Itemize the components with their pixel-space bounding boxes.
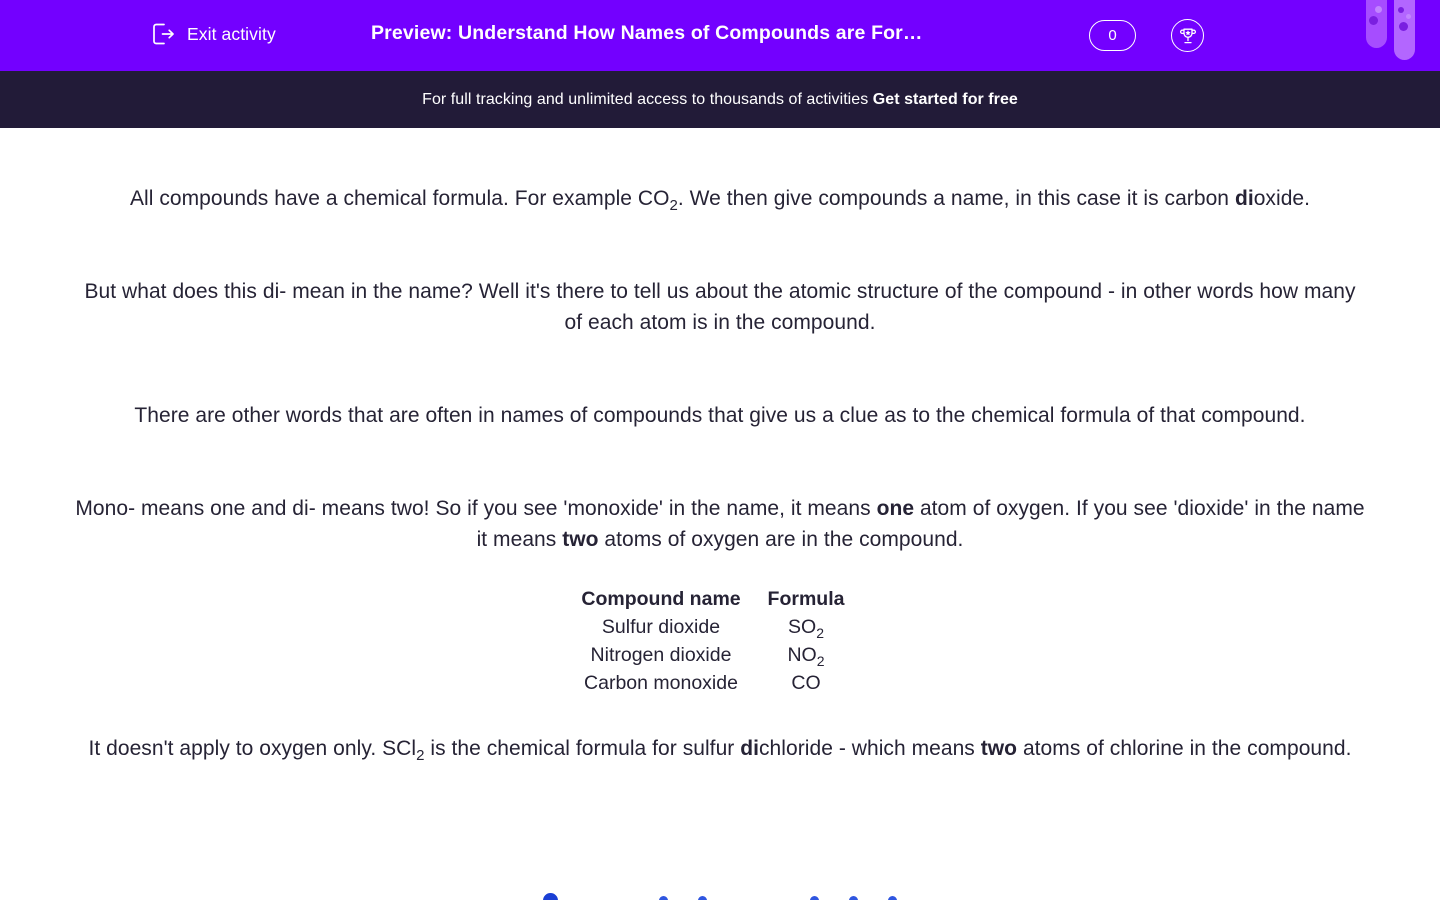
formula-main: NO — [787, 644, 817, 666]
pagination-dot[interactable] — [849, 896, 858, 900]
bubble — [1399, 22, 1408, 31]
paragraph-1-bold: di — [1234, 187, 1254, 210]
table-row — [575, 641, 865, 669]
cell-compound-name: Sulfur dioxide — [601, 616, 721, 638]
bubble — [1406, 14, 1411, 19]
pagination-dot[interactable] — [698, 896, 707, 900]
paragraph-4-bold-one: one — [876, 497, 915, 520]
exit-activity-button[interactable] — [150, 21, 276, 47]
paragraph-5-bold-di: di — [740, 737, 759, 760]
paragraph-5-text-b: is the chemical formula for sulfur — [424, 737, 741, 760]
column-header-formula: Formula — [767, 588, 845, 610]
pagination-dot-active[interactable] — [543, 893, 558, 900]
cell-compound-name: Carbon monoxide — [584, 672, 738, 694]
paragraph-1-subscript: 2 — [669, 197, 678, 214]
score-badge[interactable] — [1089, 20, 1136, 51]
paragraph-5-text-d: atoms of chlorine in the compound. — [1017, 737, 1352, 760]
formula-subscript: 2 — [816, 625, 824, 641]
bubble — [1398, 7, 1404, 13]
promo-banner — [0, 71, 1440, 128]
lesson-content — [0, 128, 1440, 900]
bubble — [1375, 6, 1382, 13]
paragraph-5-bold-two: two — [980, 737, 1018, 760]
pagination-dot[interactable] — [810, 896, 819, 900]
cell-compound-name: Nitrogen dioxide — [590, 644, 732, 666]
paragraph-4-text-a: Mono- means one and di- means two! So if you see 'monoxide' in the name, it means — [75, 497, 877, 520]
compound-table — [575, 585, 865, 697]
exit-activity-label: Exit activity — [187, 23, 276, 44]
paragraph-5-text-a: It doesn't apply to oxygen only. SCl — [88, 737, 417, 760]
trophy-button[interactable] — [1171, 19, 1204, 52]
test-tube-left — [1366, 0, 1387, 48]
cell-formula — [747, 641, 865, 669]
column-header-compound-name: Compound name — [581, 588, 741, 610]
promo-text — [422, 91, 1018, 109]
test-tubes-decoration — [1364, 0, 1426, 71]
cell-formula — [747, 613, 865, 641]
formula-main: SO — [788, 616, 817, 638]
paragraph-1-text-a: All compounds have a chemical formula. For example CO — [129, 187, 670, 210]
page-title: Preview: Understand How Names of Compounds are For… — [371, 22, 923, 44]
paragraph-4-text-b: atom of oxygen. If you see 'dioxide' in the name it means — [476, 497, 1365, 551]
paragraph-4 — [74, 431, 1366, 555]
paragraph-2: But what does this di- mean in the name? Well it's there to tell us about the atomic structure of the compound - in other words how many of each atom is in the compound. — [84, 280, 1356, 334]
paragraph-1-text-c: oxide. — [1253, 187, 1311, 210]
table-row — [575, 613, 865, 641]
promo-message: For full tracking and unlimited access to thousands of activities — [422, 90, 873, 108]
exit-arrow-icon — [150, 21, 176, 47]
paragraph-5-subscript: 2 — [416, 747, 425, 764]
test-tube-right — [1394, 0, 1415, 60]
paragraph-5-text-c: chloride - which means — [759, 737, 981, 760]
paragraph-4-bold-two: two — [562, 528, 599, 551]
table-row — [575, 669, 865, 697]
app-header — [0, 0, 1440, 71]
pagination-dot[interactable] — [888, 896, 897, 900]
formula-main: CO — [791, 672, 821, 694]
get-started-link[interactable]: Get started for free — [872, 90, 1018, 108]
pagination-dots[interactable] — [0, 886, 1440, 900]
trophy-icon — [1178, 26, 1198, 46]
paragraph-5 — [74, 697, 1366, 764]
paragraph-1 — [74, 128, 1366, 214]
paragraph-1-text-b: . We then give compounds a name, in this case it is carbon — [677, 187, 1235, 210]
score-value: 0 — [1108, 27, 1117, 44]
pagination-dot[interactable] — [659, 896, 668, 900]
table-header-row — [575, 585, 865, 613]
cell-formula — [747, 669, 865, 697]
paragraph-4-text-c: atoms of oxygen are in the compound. — [598, 528, 964, 551]
bubble — [1369, 16, 1378, 25]
paragraph-3: There are other words that are often in names of compounds that give us a clue as to the chemical formula of that compound. — [134, 404, 1306, 427]
formula-subscript: 2 — [816, 653, 825, 669]
compound-table-wrapper — [74, 585, 1366, 697]
